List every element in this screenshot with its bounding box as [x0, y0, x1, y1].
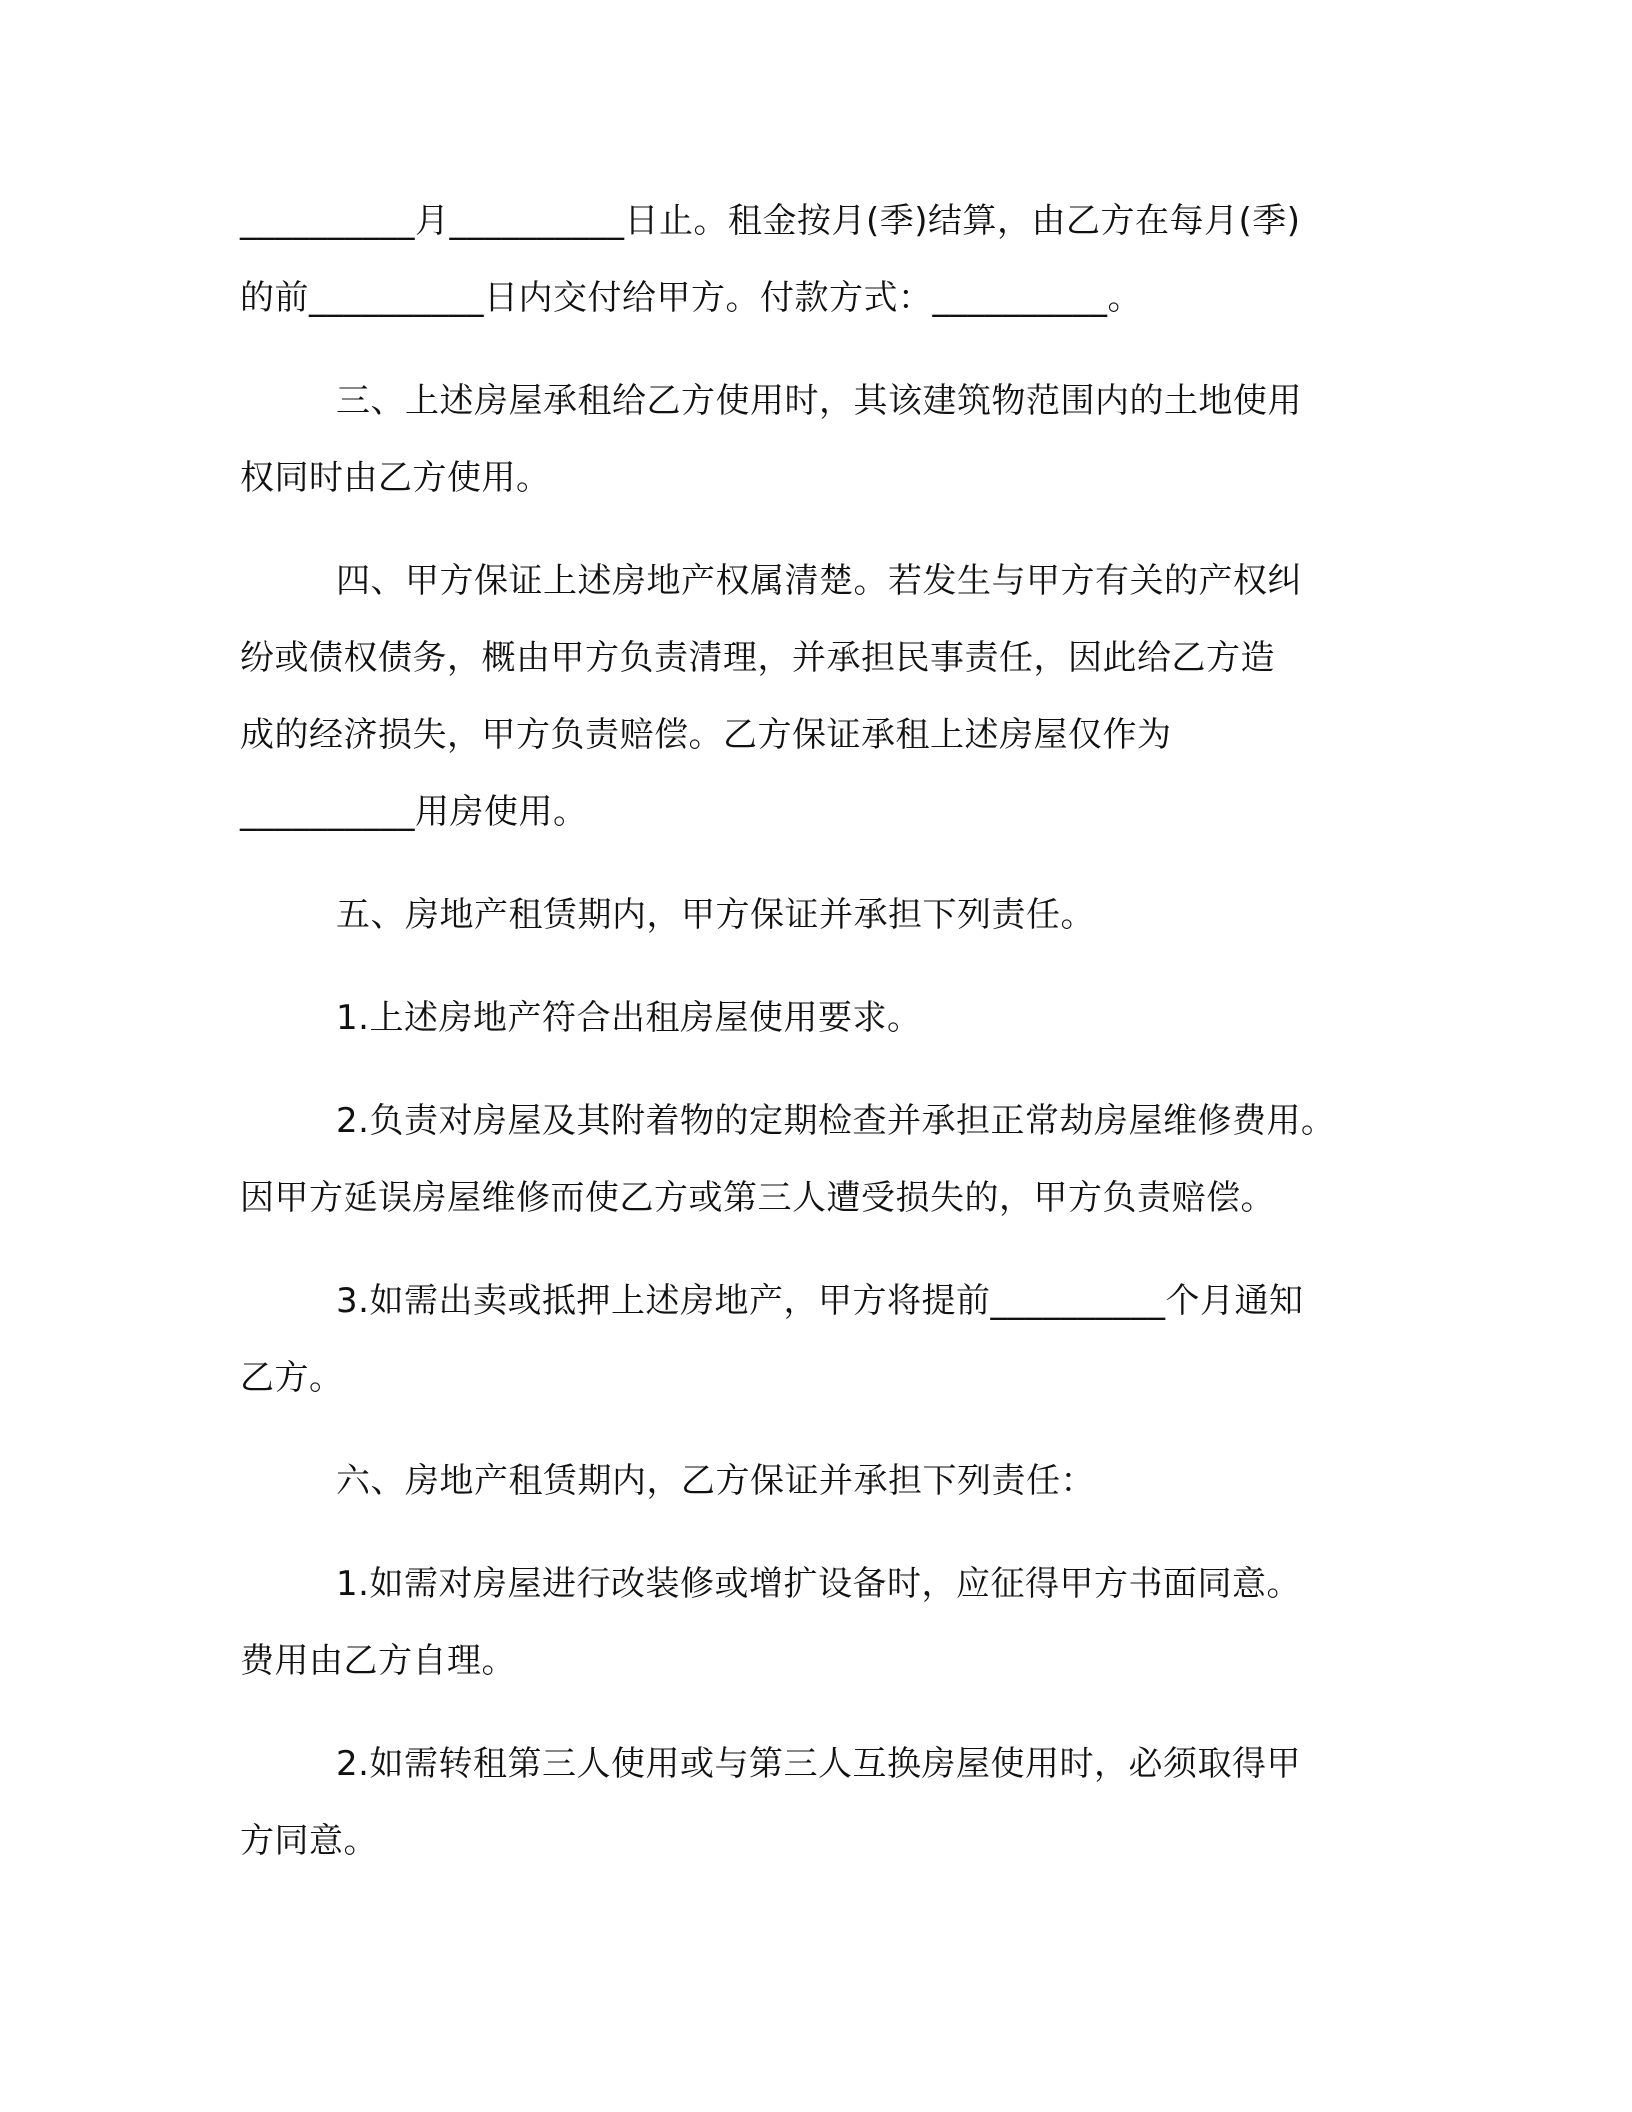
text-line: 成的经济损失，甲方负责赔偿。乙方保证承租上述房屋仅作为: [240, 715, 1172, 755]
text-line: __________月__________日止。租金按月(季)结算，由乙方在每月(季): [240, 201, 1301, 241]
text-line: 五、房地产租赁期内，甲方保证并承担下列责任。: [336, 895, 1095, 935]
text-line: 1.如需对房屋进行改装修或增扩设备时，应征得甲方书面同意。: [336, 1564, 1301, 1604]
paragraph-clause-6: [240, 1443, 1380, 1520]
text-line: 3.如需出卖或抵押上述房地产，甲方将提前__________个月通知: [336, 1281, 1304, 1321]
paragraph-rent-payment-terms: [240, 183, 1380, 337]
text-line: 2.负责对房屋及其附着物的定期检查并承担正常劫房屋维修费用。: [336, 1101, 1336, 1141]
text-line: 2.如需转租第三人使用或与第三人互换房屋使用时，必须取得甲: [336, 1744, 1301, 1784]
text-line: __________用房使用。: [240, 792, 588, 832]
paragraph-clause-5-item-3: [240, 1263, 1380, 1417]
paragraph-clause-4: [240, 543, 1380, 851]
paragraph-clause-5-item-2: [240, 1083, 1380, 1237]
text-line: 的前__________日内交付给甲方。付款方式：__________。: [240, 278, 1142, 318]
paragraph-clause-6-item-2: [240, 1726, 1380, 1880]
text-line: 1.上述房地产符合出租房屋使用要求。: [336, 998, 922, 1038]
text-line: 三、上述房屋承租给乙方使用时，其该建筑物范围内的土地使用: [336, 381, 1302, 421]
text-line: 纷或债权债务，概由甲方负责清理，并承担民事责任，因此给乙方造: [240, 638, 1275, 678]
text-line: 四、甲方保证上述房地产权属清楚。若发生与甲方有关的产权纠: [336, 561, 1302, 601]
paragraph-clause-5: [240, 877, 1380, 954]
paragraph-clause-5-item-1: [240, 980, 1380, 1057]
text-line: 乙方。: [240, 1358, 344, 1398]
text-line: 权同时由乙方使用。: [240, 458, 551, 498]
text-line: 方同意。: [240, 1821, 378, 1861]
paragraph-clause-6-item-1: [240, 1546, 1380, 1700]
text-line: 费用由乙方自理。: [240, 1641, 516, 1681]
text-line: 六、房地产租赁期内，乙方保证并承担下列责任：: [336, 1461, 1095, 1501]
document-body: [240, 183, 1380, 1906]
paragraph-clause-3: [240, 363, 1380, 517]
text-line: 因甲方延误房屋维修而使乙方或第三人遭受损失的，甲方负责赔偿。: [240, 1178, 1275, 1218]
